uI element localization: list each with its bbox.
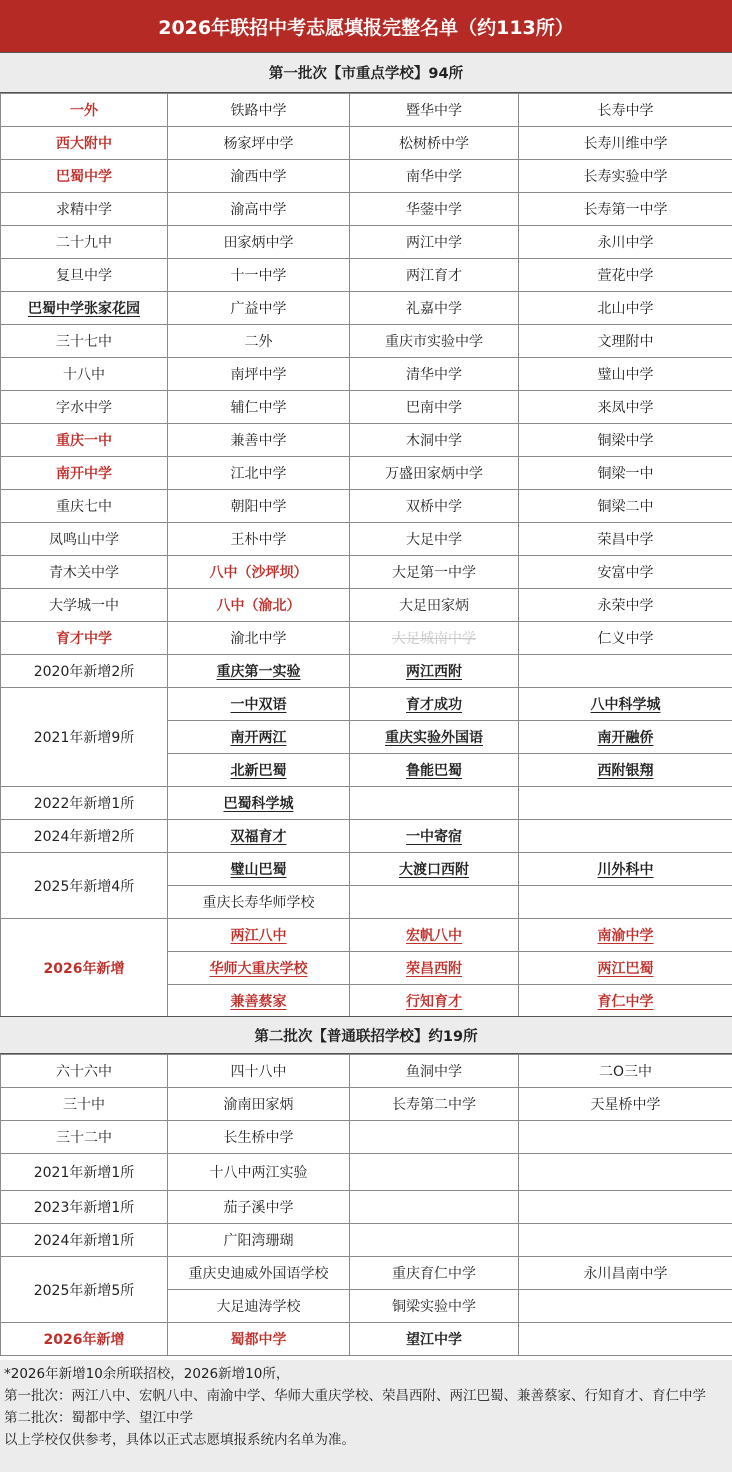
school-cell: 蜀都中学 (168, 1323, 350, 1356)
school-cell: 双福育才 (168, 820, 350, 853)
school-cell (519, 787, 732, 820)
school-cell: 六十六中 (1, 1055, 168, 1088)
school-cell: 巴蜀中学 (1, 160, 168, 193)
school-cell: 兼善中学 (168, 424, 350, 457)
year-label-cell: 2025年新增4所 (1, 853, 168, 919)
table-row (1, 589, 732, 622)
school-cell: 大足迪涛学校 (168, 1290, 350, 1323)
school-cell: 渝高中学 (168, 193, 350, 226)
table-row (1, 1088, 732, 1121)
school-cell (350, 1121, 519, 1154)
school-cell: 铁路中学 (168, 94, 350, 127)
school-cell (350, 1224, 519, 1257)
school-cell (519, 886, 732, 919)
school-cell: 两江巴蜀 (519, 952, 732, 985)
school-cell: 南华中学 (350, 160, 519, 193)
table-row (1, 688, 732, 721)
school-cell: 二O三中 (519, 1055, 732, 1088)
school-cell: 八中（渝北） (168, 589, 350, 622)
school-cell (519, 655, 732, 688)
school-cell: 长寿第二中学 (350, 1088, 519, 1121)
school-cell: 西大附中 (1, 127, 168, 160)
school-cell: 南开融侨 (519, 721, 732, 754)
school-cell: 江北中学 (168, 457, 350, 490)
table-row (1, 556, 732, 589)
table-row (1, 160, 732, 193)
school-cell: 永川中学 (519, 226, 732, 259)
school-cell (519, 1121, 732, 1154)
school-cell (519, 1224, 732, 1257)
school-cell (519, 1154, 732, 1191)
school-cell: 荣昌中学 (519, 523, 732, 556)
school-cell (519, 820, 732, 853)
year-label-cell: 2020年新增2所 (1, 655, 168, 688)
school-cell: 长寿中学 (519, 94, 732, 127)
school-cell: 长寿第一中学 (519, 193, 732, 226)
school-cell: 清华中学 (350, 358, 519, 391)
school-cell (519, 1323, 732, 1356)
school-cell: 一中双语 (168, 688, 350, 721)
table-row (1, 391, 732, 424)
school-cell: 一中寄宿 (350, 820, 519, 853)
school-cell: 鱼洞中学 (350, 1055, 519, 1088)
page-title: 2026年联招中考志愿填报完整名单（约113所） (0, 0, 732, 52)
school-cell: 田家炳中学 (168, 226, 350, 259)
school-cell: 十一中学 (168, 259, 350, 292)
school-cell: 三十七中 (1, 325, 168, 358)
table-row (1, 1257, 732, 1290)
school-cell: 青木关中学 (1, 556, 168, 589)
school-cell: 长寿川维中学 (519, 127, 732, 160)
school-cell: 大渡口西附 (350, 853, 519, 886)
table-row (1, 424, 732, 457)
school-cell (350, 1191, 519, 1224)
school-cell: 南渝中学 (519, 919, 732, 952)
school-cell: 渝南田家炳 (168, 1088, 350, 1121)
school-cell: 渝西中学 (168, 160, 350, 193)
school-cell: 永川昌南中学 (519, 1257, 732, 1290)
school-cell: 璧山巴蜀 (168, 853, 350, 886)
school-cell: 北新巴蜀 (168, 754, 350, 787)
school-cell: 安富中学 (519, 556, 732, 589)
school-cell: 重庆史迪威外国语学校 (168, 1257, 350, 1290)
school-cell: 南坪中学 (168, 358, 350, 391)
school-cell: 大足第一中学 (350, 556, 519, 589)
year-label-cell: 2025年新增5所 (1, 1257, 168, 1323)
table-row (1, 853, 732, 886)
school-cell: 杨家坪中学 (168, 127, 350, 160)
school-cell: 十八中 (1, 358, 168, 391)
school-cell: 重庆七中 (1, 490, 168, 523)
school-cell: 大足田家炳 (350, 589, 519, 622)
school-cell: 育才成功 (350, 688, 519, 721)
school-cell: 三十二中 (1, 1121, 168, 1154)
school-cell: 铜梁实验中学 (350, 1290, 519, 1323)
school-cell: 渝北中学 (168, 622, 350, 655)
school-cell: 朝阳中学 (168, 490, 350, 523)
school-cell: 长生桥中学 (168, 1121, 350, 1154)
school-cell: 育仁中学 (519, 985, 732, 1018)
school-cell: 两江八中 (168, 919, 350, 952)
school-cell: 礼嘉中学 (350, 292, 519, 325)
school-cell: 南开中学 (1, 457, 168, 490)
school-cell: 重庆实验外国语 (350, 721, 519, 754)
school-cell: 暨华中学 (350, 94, 519, 127)
year-label-cell: 2024年新增1所 (1, 1224, 168, 1257)
batch1-table (0, 93, 732, 1018)
school-cell: 两江中学 (350, 226, 519, 259)
school-cell: 三十中 (1, 1088, 168, 1121)
school-cell: 复旦中学 (1, 259, 168, 292)
school-cell: 八中（沙坪坝） (168, 556, 350, 589)
table-row (1, 259, 732, 292)
school-cell: 巴蜀科学城 (168, 787, 350, 820)
school-cell: 巴蜀中学张家花园 (1, 292, 168, 325)
batch1-header: 第一批次【市重点学校】94所 (0, 52, 732, 93)
school-cell: 两江育才 (350, 259, 519, 292)
school-cell: 华蓥中学 (350, 193, 519, 226)
school-cell: 铜梁中学 (519, 424, 732, 457)
notes-box (0, 1360, 732, 1472)
school-cell: 鲁能巴蜀 (350, 754, 519, 787)
table-row (1, 1121, 732, 1154)
table-row (1, 820, 732, 853)
school-cell: 荣昌西附 (350, 952, 519, 985)
table-row (1, 457, 732, 490)
year-label-cell: 2022年新增1所 (1, 787, 168, 820)
school-cell: 重庆育仁中学 (350, 1257, 519, 1290)
table-row (1, 1055, 732, 1088)
school-cell: 木洞中学 (350, 424, 519, 457)
year-label-cell: 2021年新增9所 (1, 688, 168, 787)
school-cell: 行知育才 (350, 985, 519, 1018)
year-label-cell: 2026年新增 (1, 1323, 168, 1356)
school-cell: 宏帆八中 (350, 919, 519, 952)
table-row (1, 490, 732, 523)
batch2-table (0, 1054, 732, 1356)
school-cell: 巴南中学 (350, 391, 519, 424)
school-cell: 八中科学城 (519, 688, 732, 721)
year-label-cell: 2024年新增2所 (1, 820, 168, 853)
school-cell: 王朴中学 (168, 523, 350, 556)
table-row (1, 226, 732, 259)
school-cell: 萱花中学 (519, 259, 732, 292)
school-cell: 二外 (168, 325, 350, 358)
year-label-cell: 2023年新增1所 (1, 1191, 168, 1224)
school-cell: 文理附中 (519, 325, 732, 358)
batch2-header: 第二批次【普通联招学校】约19所 (0, 1016, 732, 1054)
school-cell: 望江中学 (350, 1323, 519, 1356)
school-cell: 广阳湾珊瑚 (168, 1224, 350, 1257)
table-row (1, 325, 732, 358)
school-cell: 双桥中学 (350, 490, 519, 523)
school-cell: 广益中学 (168, 292, 350, 325)
table-row (1, 655, 732, 688)
school-cell: 西附银翔 (519, 754, 732, 787)
school-cell: 大足城南中学 (350, 622, 519, 655)
school-cell: 重庆一中 (1, 424, 168, 457)
school-cell: 璧山中学 (519, 358, 732, 391)
school-cell (350, 886, 519, 919)
table-row (1, 94, 732, 127)
school-cell: 大学城一中 (1, 589, 168, 622)
school-cell: 南开两江 (168, 721, 350, 754)
school-cell: 天星桥中学 (519, 1088, 732, 1121)
note-line: 以上学校仅供参考，具体以正式志愿填报系统内名单为准。 (4, 1432, 355, 1448)
school-cell: 一外 (1, 94, 168, 127)
school-cell: 永荣中学 (519, 589, 732, 622)
school-cell: 来凤中学 (519, 391, 732, 424)
school-cell: 二十九中 (1, 226, 168, 259)
school-cell: 长寿实验中学 (519, 160, 732, 193)
school-cell: 辅仁中学 (168, 391, 350, 424)
note-line: *2026年新增10余所联招校，2026新增10所， (4, 1366, 290, 1382)
school-cell: 川外科中 (519, 853, 732, 886)
table-row (1, 292, 732, 325)
table-row (1, 358, 732, 391)
school-cell: 铜梁一中 (519, 457, 732, 490)
school-cell: 松树桥中学 (350, 127, 519, 160)
table-row (1, 1323, 732, 1356)
school-cell: 万盛田家炳中学 (350, 457, 519, 490)
school-cell: 四十八中 (168, 1055, 350, 1088)
table-row (1, 523, 732, 556)
school-cell (350, 787, 519, 820)
school-cell: 十八中两江实验 (168, 1154, 350, 1191)
school-cell: 铜梁二中 (519, 490, 732, 523)
school-cell: 重庆市实验中学 (350, 325, 519, 358)
table-row (1, 1154, 732, 1191)
school-cell: 兼善蔡家 (168, 985, 350, 1018)
table-row (1, 127, 732, 160)
school-cell: 字水中学 (1, 391, 168, 424)
note-line: 第二批次：蜀都中学、望江中学 (4, 1410, 193, 1426)
table-row (1, 193, 732, 226)
school-cell: 两江西附 (350, 655, 519, 688)
school-cell: 华师大重庆学校 (168, 952, 350, 985)
school-cell: 重庆第一实验 (168, 655, 350, 688)
table-row (1, 787, 732, 820)
school-cell: 育才中学 (1, 622, 168, 655)
school-cell: 凤鸣山中学 (1, 523, 168, 556)
school-cell: 大足中学 (350, 523, 519, 556)
school-cell: 重庆长寿华师学校 (168, 886, 350, 919)
school-cell: 求精中学 (1, 193, 168, 226)
table-row (1, 622, 732, 655)
school-cell: 北山中学 (519, 292, 732, 325)
table-row (1, 1191, 732, 1224)
school-cell (519, 1191, 732, 1224)
note-line: 第一批次：两江八中、宏帆八中、南渝中学、华师大重庆学校、荣昌西附、两江巴蜀、兼善蔡家、行知育才、育仁中学 (4, 1388, 706, 1404)
school-cell (350, 1154, 519, 1191)
year-label-cell: 2026年新增 (1, 919, 168, 1018)
school-cell (519, 1290, 732, 1323)
table-row (1, 1224, 732, 1257)
school-cell: 茄子溪中学 (168, 1191, 350, 1224)
year-label-cell: 2021年新增1所 (1, 1154, 168, 1191)
school-cell: 仁义中学 (519, 622, 732, 655)
table-row (1, 919, 732, 952)
